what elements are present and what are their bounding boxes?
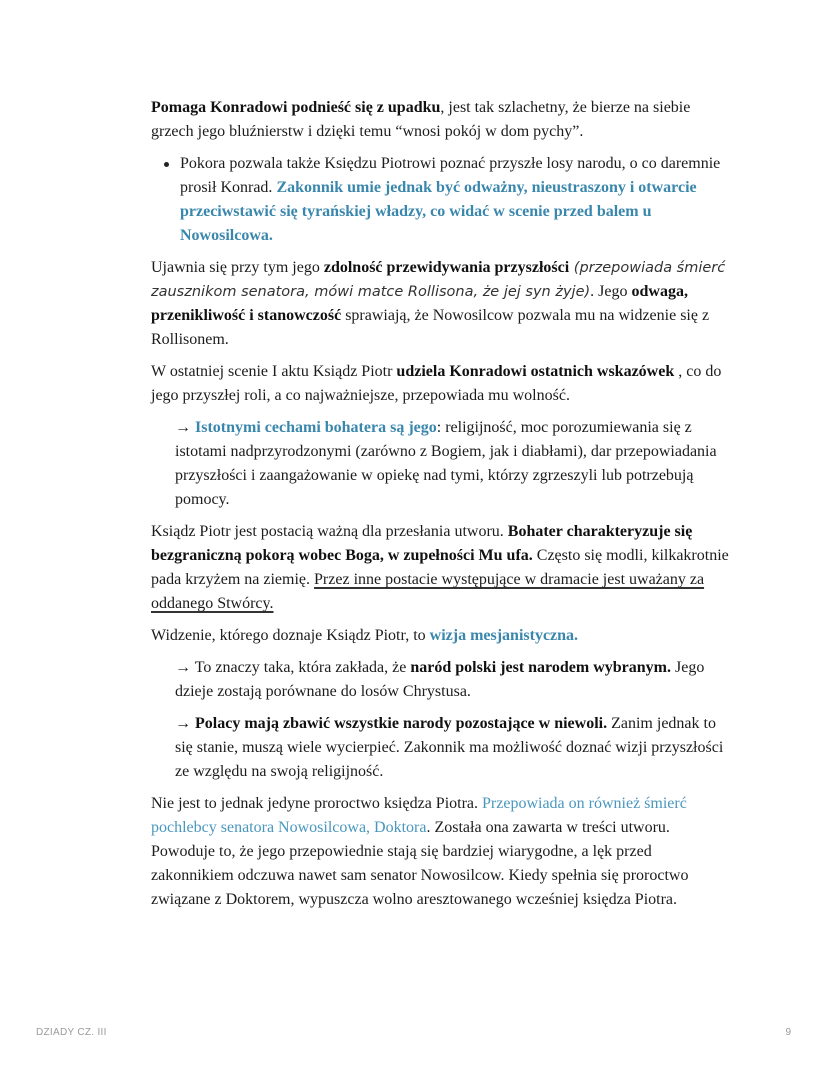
arrow-icon: → [175,419,195,436]
highlighted-text: Zakonnik umie jednak być odważny, nieustraszony i otwarcie przeciwstawić się tyrańskiej władzy, co widać w scenie przed balem u Nowosilcowa. [180,179,697,244]
bold-text: udziela Konradowi ostatnich wskazówek [396,363,675,380]
text: . Została ona zawarta w treści utworu. Powoduje to, że jego przepowiednie stają się bardziej wiarygodne, a lęk przed zakonnikiem odczuwa nawet sam senator Nowosilcow. Kiedy spełnia się proroctwo związane z Doktorem, wypuszcza wolno aresztowanego wcześniej księdza Piotra. [151,819,689,908]
paragraph-prophecy-ability [151,256,731,352]
bold-text: Pomaga Konradowi podnieść się z upadku [151,99,441,116]
text: , jest tak szlachetny, że bierze na siebie grzech jego bluźnierstw i dzięki temu “wnosi pokój w dom pychy”. [151,99,691,140]
paragraph-last-scene [151,360,731,408]
paragraph-vision [151,624,731,648]
paragraph-konrad-help [151,96,731,144]
text: Często się modli, kilkakrotnie pada krzyżem na ziemię. [151,547,729,588]
arrow-paragraph-chosen-nation [151,656,731,704]
page-number: 9 [785,1027,791,1038]
text: To znaczy taka, która zakłada, że [194,659,411,676]
bullet-list [151,152,731,248]
underlined-text: Przez inne postacie występujące w dramacie jest uważany za oddanego Stwórcy. [151,571,705,612]
italic-text: (przepowiada śmierć zausznikom senatora, mówi matce Rollisona, że jej syn żyje) [151,260,726,300]
text: Pokora pozwala także Księdzu Piotrowi poznać przyszłe losy narodu, o co daremnie prosił Konrad. [180,155,721,196]
text: Zanim jednak to się stanie, muszą wiele wycierpieć. Zakonnik ma możliwość doznać wizji przyszłości ze względu na swoją religijność. [175,715,724,780]
text: . Jego [590,283,632,300]
text: sprawiają, że Nowosilcow pozwala mu na widzenie się z Rollisonem. [151,307,710,348]
footer-title: DZIADY CZ. III [36,1027,107,1038]
paragraph-humility [151,520,731,616]
text: W ostatniej scenie I aktu Ksiądz Piotr [151,363,397,380]
bold-text: Bohater charakteryzuje się bezgraniczną pokorą wobec Boga, w zupełności Mu ufa. [151,523,693,564]
highlighted-text: Przepowiada on również śmierć pochlebcy senatora Nowosilcowa, Doktora [151,795,687,836]
arrow-icon: → [175,715,195,732]
bullet-icon [164,162,169,167]
highlighted-text: Istotnymi cechami bohatera są jego [195,419,437,436]
text: Ksiądz Piotr jest postacią ważną dla przesłania utworu. [151,523,508,540]
paragraph-doctor-prophecy [151,792,731,912]
bold-text: odwaga, przenikliwość i stanowczość [151,283,688,324]
highlighted-text: wizja mesjanistyczna. [429,627,579,644]
text: Jego dzieje zostają porównane do losów Chrystusa. [175,659,705,700]
text: Ujawnia się przy tym jego [151,259,324,276]
arrow-icon: → [175,659,195,676]
bold-text: naród polski jest narodem wybranym. [410,659,671,676]
text: Widzenie, którego doznaje Ksiądz Piotr, to [151,627,430,644]
arrow-paragraph-traits [151,416,731,512]
document-page [151,96,731,920]
list-item [180,152,731,248]
text: : religijność, moc porozumiewania się z istotami nadprzyrodzonymi (zarówno z Bogiem, jak i diabłami), dar przepowiadania przyszłości i zaangażowanie w opiekę nad tymi, którzy zgrzeszyli lub potrzebują pomocy. [175,419,717,508]
text: Nie jest to jednak jedyne proroctwo księdza Piotra. [151,795,483,812]
bold-text: zdolność przewidywania przyszłości [323,259,570,276]
bold-text: Polacy mają zbawić wszystkie narody pozostające w niewoli. [195,715,608,732]
arrow-paragraph-salvation [151,712,731,784]
text: , co do jego przyszłej roli, a co najważniejsze, przepowiada mu wolność. [151,363,722,404]
